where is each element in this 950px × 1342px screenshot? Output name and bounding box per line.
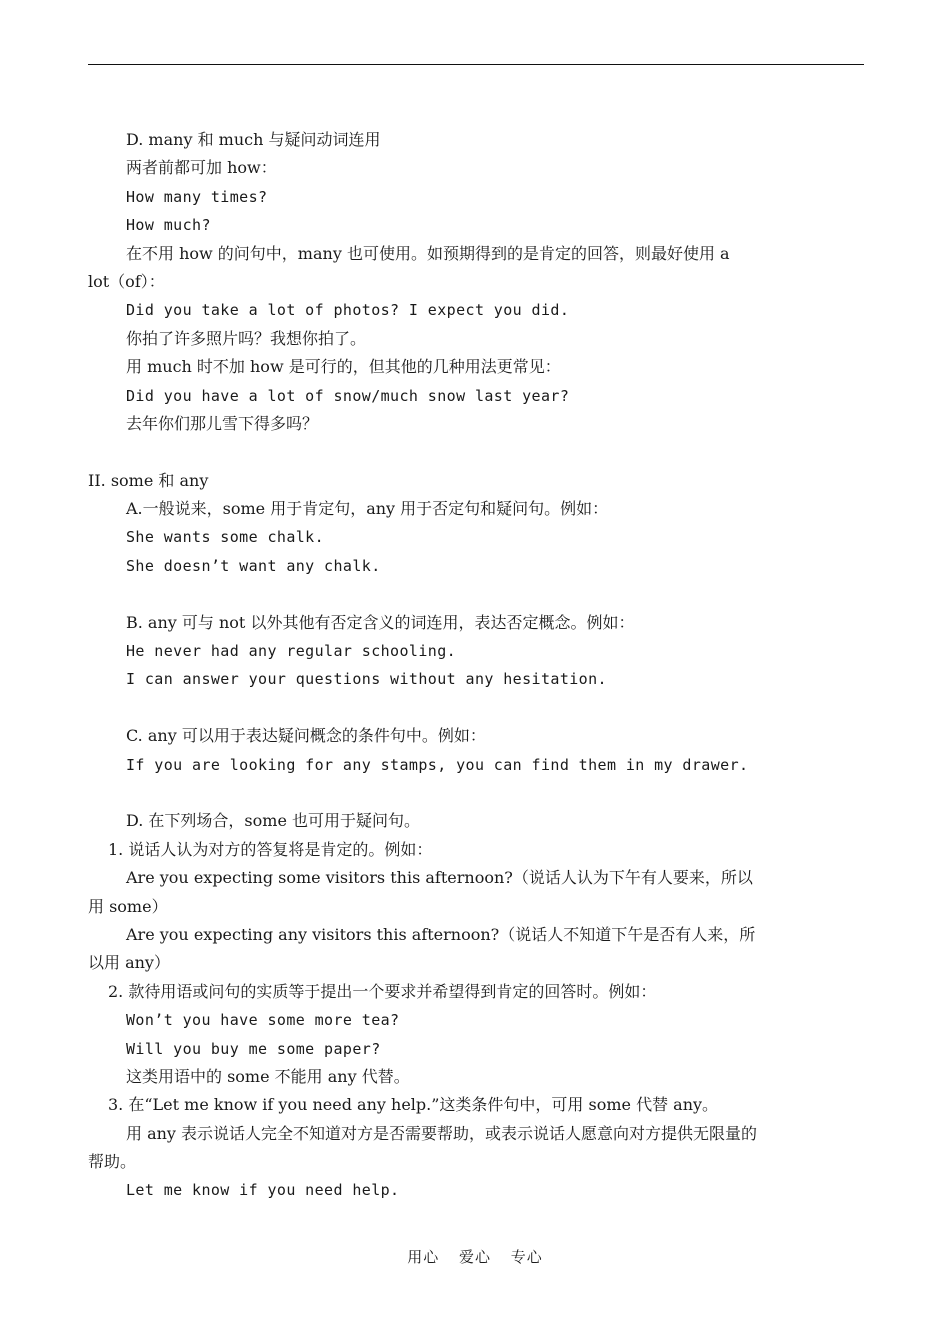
blank-line xyxy=(88,580,864,608)
text-line: Did you have a lot of snow/much snow last year? xyxy=(126,386,570,405)
text-line: D. 在下列场合，some 也可用于疑问句。 xyxy=(126,811,421,831)
text-line: 3. 在“Let me know if you need any help.”这类条件句中，可用 some 代替 any。 xyxy=(108,1095,719,1115)
text-line: B. any 可与 not 以外其他有否定含义的词连用，表达否定概念。例如： xyxy=(126,612,635,632)
text-line: Did you take a lot of photos? I expect you did. xyxy=(126,301,570,320)
blank-line xyxy=(88,779,864,807)
text-line: 1. 说话人认为对方的答复将是肯定的。例如： xyxy=(108,839,433,859)
text-line: 2. 款待用语或问句的实质等于提出一个要求并希望得到肯定的回答时。例如： xyxy=(108,981,657,1001)
text-line: 用 any 表示说话人完全不知道对方是否需要帮助，或表示说话人愿意向对方提供无限量的 xyxy=(126,1123,758,1143)
text-line: She doesn’t want any chalk. xyxy=(126,556,381,575)
blank-line xyxy=(88,438,864,466)
text-line: How many times? xyxy=(126,187,268,206)
text-line: He never had any regular schooling. xyxy=(126,642,457,661)
text-line: 以用 any） xyxy=(88,953,170,973)
text-line: I can answer your questions without any hesitation. xyxy=(126,670,607,689)
page-footer: 用心 爱心 专心 xyxy=(407,1248,543,1266)
text-line: 去年你们那儿雪下得多吗？ xyxy=(126,413,319,433)
header-rule xyxy=(88,64,864,65)
text-line: If you are looking for any stamps, you can find them in my drawer. xyxy=(126,755,749,774)
text-line: lot（of）： xyxy=(88,271,165,291)
text-line: 用 much 时不加 how 是可行的，但其他的几种用法更常见： xyxy=(126,357,561,377)
document-body xyxy=(88,126,864,1205)
text-line: II. some 和 any xyxy=(88,470,209,490)
text-line: 你拍了许多照片吗？我想你拍了。 xyxy=(126,328,367,348)
text-line: She wants some chalk. xyxy=(126,528,325,547)
text-line: 在不用 how 的问句中，many 也可使用。如预期得到的是肯定的回答，则最好使用 a xyxy=(126,243,730,263)
text-line: How much? xyxy=(126,216,211,235)
text-line: 帮助。 xyxy=(88,1152,137,1172)
text-line: Let me know if you need help. xyxy=(126,1181,400,1200)
text-line: D. many 和 much 与疑问动词连用 xyxy=(126,130,381,149)
blank-line xyxy=(88,694,864,722)
text-line: Are you expecting some visitors this afternoon?（说话人认为下午有人要来，所以 xyxy=(126,868,753,888)
text-line: A.一般说来，some 用于肯定句，any 用于否定句和疑问句。例如： xyxy=(126,499,609,519)
text-line: 这类用语中的 some 不能用 any 代替。 xyxy=(126,1066,410,1086)
text-line: C. any 可以用于表达疑问概念的条件句中。例如： xyxy=(126,726,486,746)
text-line: 两者前都可加 how： xyxy=(126,158,277,178)
text-line: Are you expecting any visitors this afternoon?（说话人不知道下午是否有人来，所 xyxy=(126,924,756,944)
text-line: Won’t you have some more tea? xyxy=(126,1011,400,1030)
text-line: Will you buy me some paper? xyxy=(126,1039,381,1058)
text-line: 用 some） xyxy=(88,896,168,916)
